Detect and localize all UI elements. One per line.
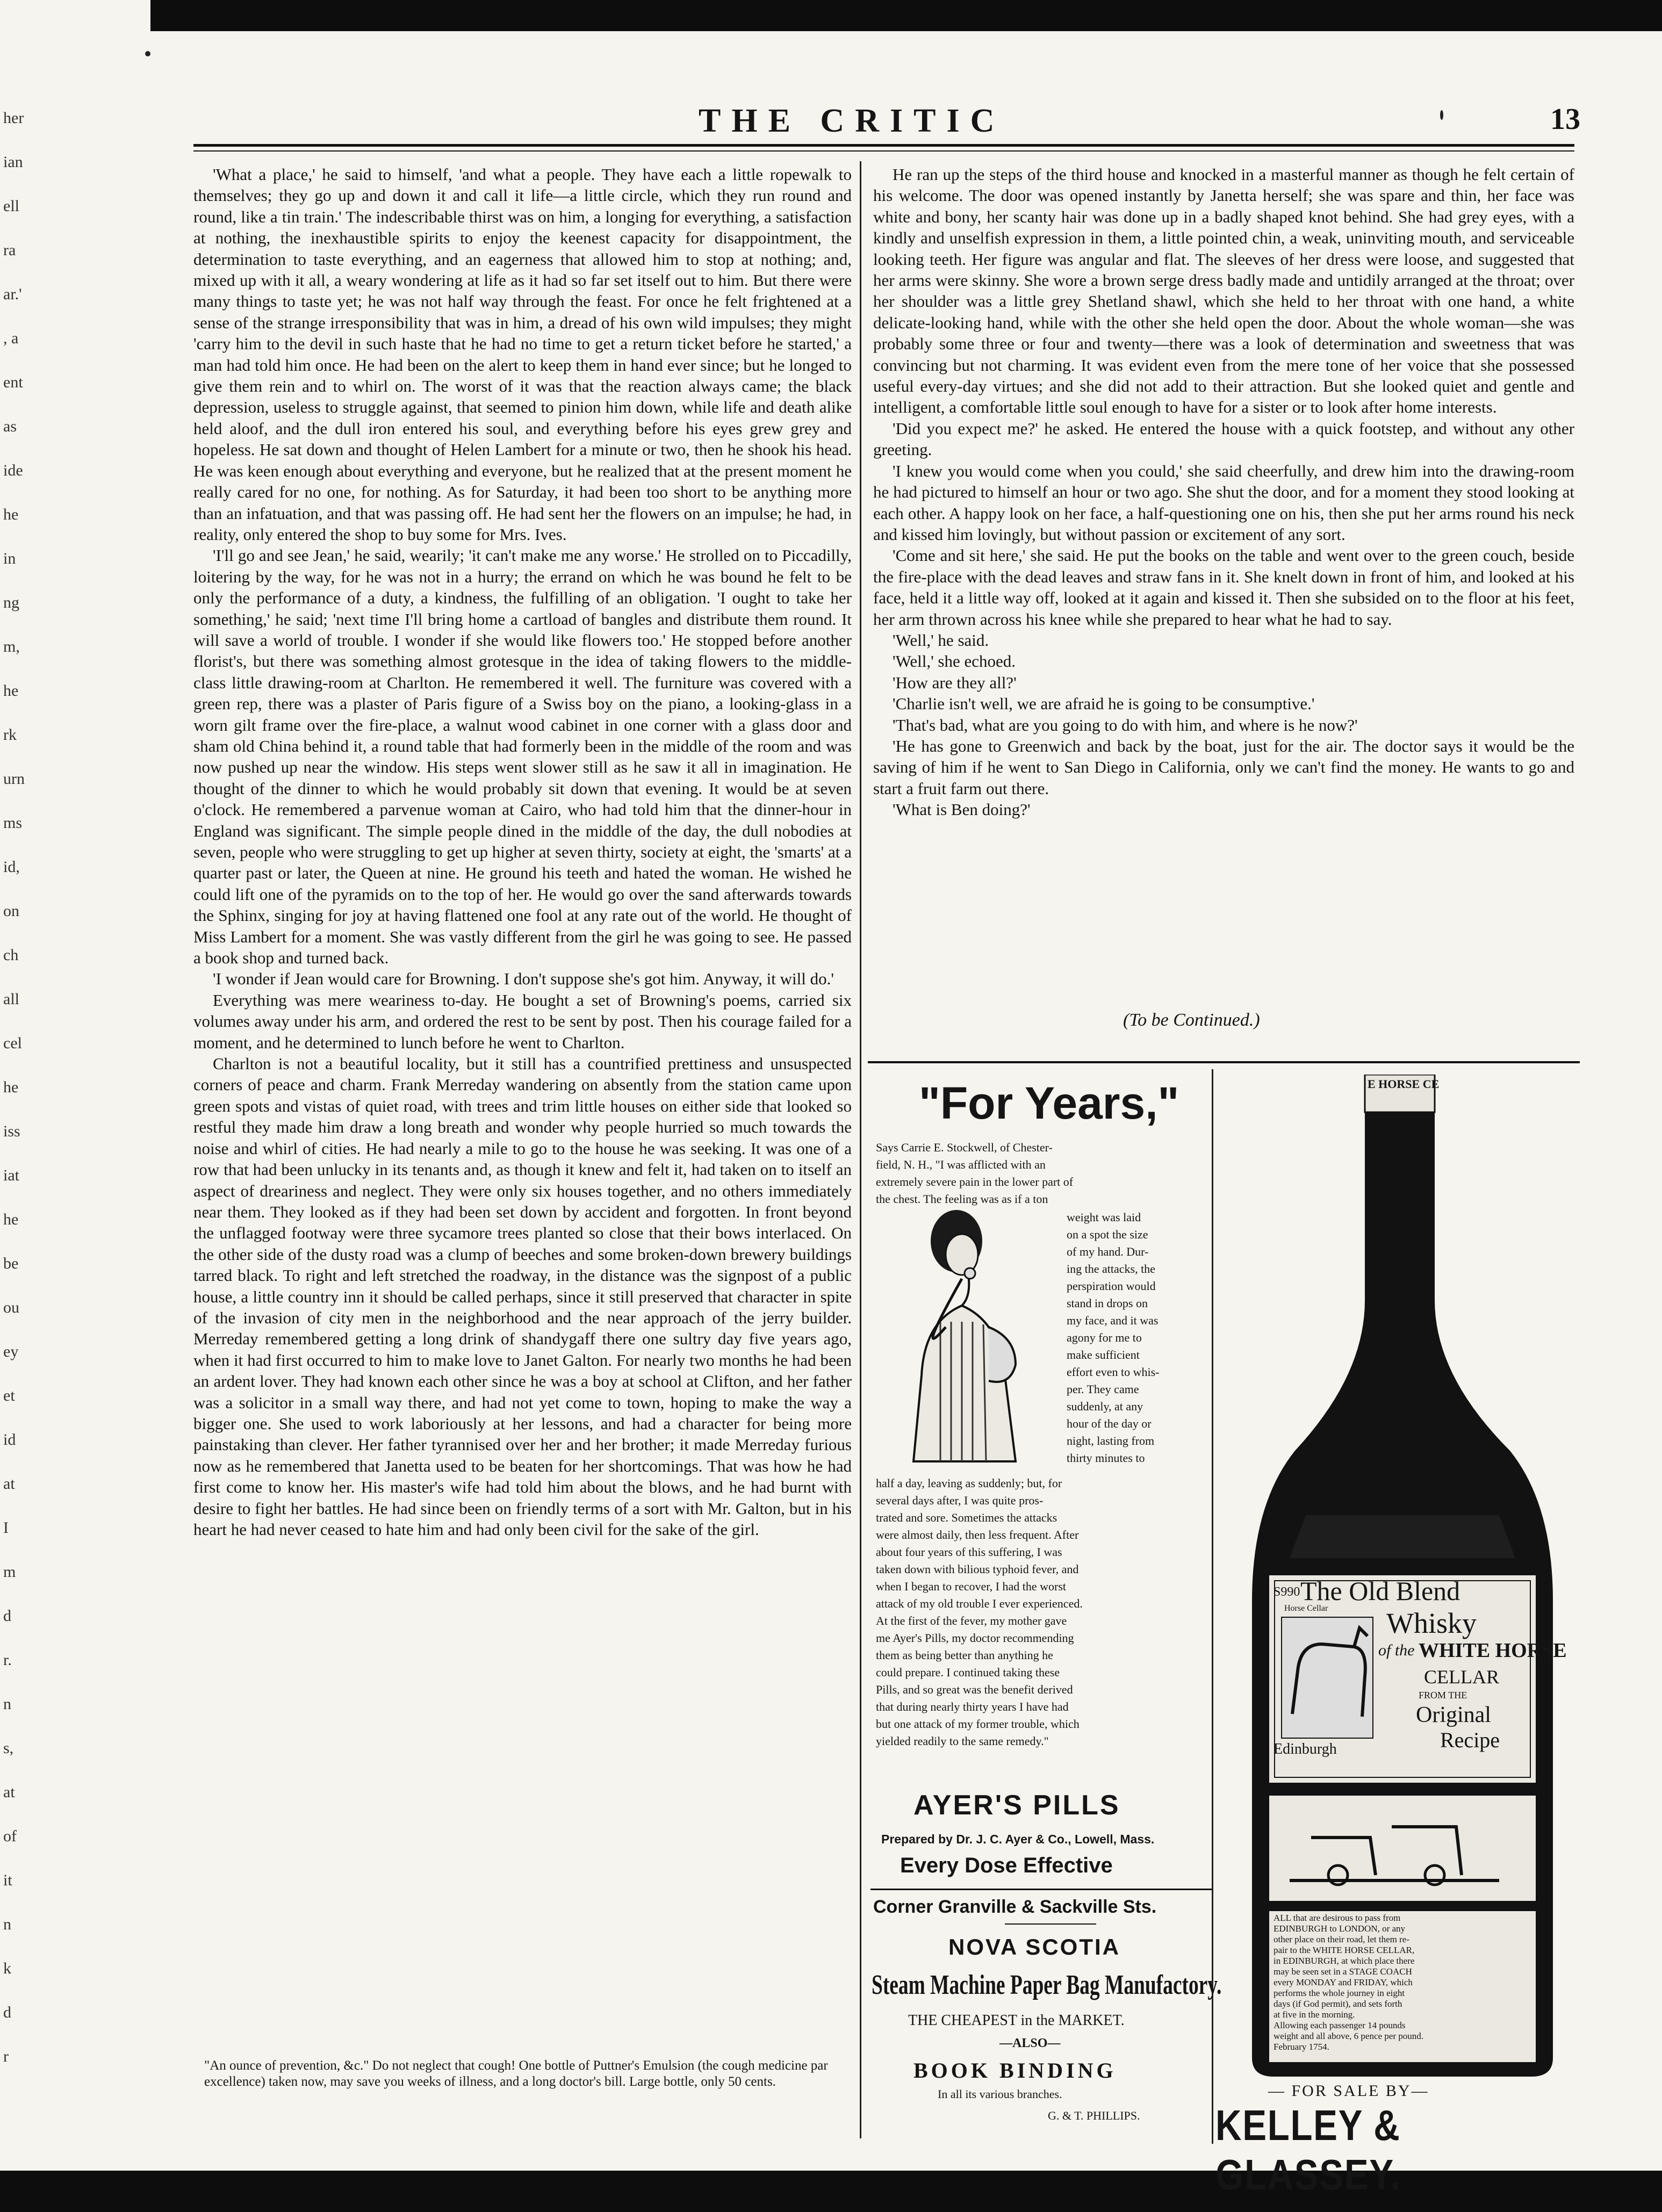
label-line-2: Whisky: [1386, 1607, 1477, 1639]
text-line: effort even to whis-: [1067, 1365, 1160, 1379]
label-horse-cellar: Horse Cellar: [1284, 1604, 1328, 1613]
margin-fragment: id,: [3, 858, 20, 876]
scan-edge-top: [150, 0, 1662, 31]
scan-speck: [1440, 110, 1443, 120]
margin-fragment: rk: [3, 726, 17, 744]
text-line: Allowing each passenger 14 pounds: [1274, 2020, 1406, 2030]
ayer-slogan: Every Dose Effective: [900, 1854, 1113, 1877]
paragraph: 'What a place,' he said to himself, 'and what a people. They have each a little ropewalk to themselves; they go up and down it and call it life—a little circle, which they run round and round, like a tin train.' The indescribable thirst was on him, a longing for everything, a satisfaction at nothing, the inexhaustible spirits to enjoy the keenest capacity for disappointment, the determination to taste everything, and an eagerness that allowed him to stop at nothing; and, mixed up with it all, a weary wondering at life as it had so far set itself out to him. But there were many things to taste yet; he was not half way through the feast. For once he felt frightened at a sense of the strange irresponsibility that was in him, a dread of his own wild impulses; they might 'carry him to the devil in such haste that he had no time to get a return ticket before he started,' a man had told him once. He had been on the alert to keep them in hand ever since; but he longed to give them rein and to whirl on. The worst of it was that the reaction always came; the black depression, useless to struggle against, that seemed to pinion him down, while life and death alike held aloof, and the dull iron entered his soul, and everything before his eyes grew grey and hopeless. He sat down and thought of Helen Lambert for a minute or two, then he shook his head. He was keen enough about everything and everyone, but he realized that at the present moment he really cared for no one, for nothing. As for Saturday, it had been too short to be anything more than an infatuation, and that was passing off. He had sent her the flowers on an impulse; he had, in reality, only entered the shop to buy some for Mrs. Ives.: [193, 165, 852, 544]
seller-name: KELLEY & GLASSEY.: [1215, 2101, 1401, 2199]
label-line-3: of the: [1378, 1641, 1415, 1659]
text-line: field, N. H., "I was afflicted with an: [876, 1158, 1046, 1171]
text-line: Pills, and so great was the benefit derived: [876, 1683, 1073, 1696]
bag-branches: In all its various branches.: [938, 2087, 1062, 2101]
margin-fragment: urn: [3, 770, 25, 788]
bottle-lower-label: [1274, 1913, 1537, 2052]
text-line: thirty minutes to: [1067, 1451, 1145, 1465]
text-line: suddenly, at any: [1067, 1400, 1143, 1413]
label-line-8: Recipe: [1440, 1728, 1500, 1752]
margin-fragment: n: [3, 1915, 11, 1933]
label-line-1: The Old Blend: [1300, 1576, 1460, 1606]
ayer-prepared-by: Prepared by Dr. J. C. Ayer & Co., Lowell, Mass.: [881, 1832, 1155, 1846]
margin-fragment: at: [3, 1475, 15, 1493]
text-line: Says Carrie E. Stockwell, of Chester-: [876, 1141, 1053, 1154]
text-line: extremely severe pain in the lower part of: [876, 1175, 1074, 1188]
paragraph: 'He has gone to Greenwich and back by the boat, just for the air. The doctor says it would be the saving of him if he went to San Diego in California, only we can't find the money. He wants to go and start a fruit farm out there.: [873, 736, 1574, 798]
text-line: about four years of this suffering, I was: [876, 1545, 1062, 1559]
margin-fragment: on: [3, 902, 19, 920]
ayer-testimonial-bottom: [876, 1475, 1204, 1750]
bag-rule: [1005, 1923, 1096, 1925]
margin-fragment: n: [3, 1695, 11, 1713]
bag-binding: BOOK BINDING: [913, 2058, 1117, 2083]
margin-fragment: ell: [3, 197, 19, 215]
text-line: may be seen set in a STAGE COACH: [1274, 1966, 1412, 1977]
label-line-7: Original: [1416, 1703, 1491, 1727]
margin-fragment: ms: [3, 814, 23, 832]
text-line: were almost daily, then less frequent. After: [876, 1528, 1079, 1541]
text-line: ALL that are desirous to pass from: [1274, 1913, 1401, 1923]
text-line: attack of my old trouble I ever experienced.: [876, 1597, 1083, 1610]
text-line: hour of the day or: [1067, 1417, 1152, 1430]
paragraph: 'I'll go and see Jean,' he said, wearily; 'it can't make me any worse.' He strolled on to Piccadilly, loitering by the way, for he was not in a hurry; the errand on which he was bound he felt to be only the performance of a duty, a kindness, the fulfilling of an obligation. 'I ought to take her something,' he said; 'next time I'll bring home a cartload of bangles and distribute them round. It will save a world of trouble. I wonder if she would like flowers too.' He stopped before another florist's, but there was something almost grotesque in the idea of taking flowers to the middle-class little drawing-room at Charlton. He remembered it well. The furniture was covered with a green rep, there was a plaster of Paris figure of a Swiss boy on the piano, a looking-glass in a worn gilt frame over the fire-place, a walnut wood cabinet in one corner with a glass door and sham old China behind it, a round table that had formerly been in the middle of the room and was now pushed up near the window. His steps went slower still as he saw it all in imagination. He thought of the dinner to which he would probably sit down that evening. It would be at seven o'clock. He remembered a parvenue woman at Cairo, who had told him that the dinner-hour in England was significant. The simple people dined in the middle of the day, the dull nobodies at seven, people who were struggling to get up higher at seven thirty, society at eight, the 'smarts' at a quarter past or later, the Queen at nine. He ground his teeth and hated the woman. He wished he could lift one of the pyramids on to the top of her. He would go over the sand afterwards towards the Sphinx, singing for joy at having flattened one fool at any rate out of the world. He thought of Miss Lambert for a moment. She was vastly different from the girl he was going to see. He passed a book shop and turned back.: [193, 546, 852, 968]
text-line: per. They came: [1067, 1382, 1139, 1396]
header-rule-thick: [193, 144, 1574, 147]
margin-fragment: ent: [3, 373, 23, 391]
page-number: 13: [1550, 103, 1580, 136]
bag-address: Corner Granville & Sackville Sts.: [873, 1897, 1157, 1917]
paragraph: 'What is Ben doing?': [893, 800, 1031, 819]
margin-fragment: m: [3, 1563, 16, 1581]
margin-fragment: et: [3, 1387, 15, 1404]
bag-also: —ALSO—: [999, 2036, 1061, 2050]
text-line: half a day, leaving as suddenly; but, for: [876, 1476, 1062, 1490]
bag-tagline: THE CHEAPEST in the MARKET.: [908, 2012, 1125, 2029]
left-column-text: [193, 164, 852, 1540]
scan-speck: [145, 51, 150, 56]
margin-fragment: as: [3, 417, 17, 435]
paragraph: Charlton is not a beautiful locality, but it still has a countrified prettiness and unsuspected corners of peace and charm. Frank Merreday wandering on absently from the station came upon green spots and vistas of quiet road, with trees and trim little houses on either side that looked so restful they made him draw a long breath and wonder why people hurried so much towards the noise and whirl of cities. He had nearly a mile to go to the house he was seeking. It was one of a row that had been unlucky in its tenants and, as though it knew and felt it, had taken on to itself an aspect of dreariness and neglect. They were only six houses together, and no others immediately near them. They looked as if they had been set down by accident and forgotten. In front beyond the unflagged footway were three sycamore trees planted so close that their bows interlaced. On the other side of the dusty road was a clump of beeches and some broken-down brewery buildings tarred black. To right and left stretched the roadway, in the distance was the signpost of a public house, a little country inn it should be called perhaps, since it still preserved that character in spite of the invasion of city men in the neighborhood and the near approach of the jerry builder. Merreday remembered getting a long drink of shandygaff there one sultry day five years ago, when it had first occurred to him to make love to Janet Galton. For nearly two months he had been an ardent lover. They had known each other since he was a boy at school at Clifton, and her father was a solicitor in a small way there, and had not yet come to town, hoping to make the way a bigger one. She used to work laboriously at her lessons, and had a character for being more painstaking than clever. Her father tyrannised over her and her brother; it made Merreday furious now as he remembered that Janetta used to be beaten for her shortcomings. That was how he had first come to know her. His master's wife had told him about the blows, and he had burnt with desire to fight her battles. He had since been on friendly terms of a sort with Mr. Galton, but in his heart he had never ceased to hate him and had only been civil for the sake of the girl.: [193, 1054, 852, 1539]
text-line: but one attack of my former trouble, which: [876, 1717, 1080, 1731]
margin-fragment: at: [3, 1783, 15, 1801]
margin-fragment: I: [3, 1519, 9, 1537]
paragraph: 'Did you expect me?' he asked. He entered the house with a quick footstep, and without any other greeting.: [873, 419, 1574, 459]
text-line: in EDINBURGH, at which place there: [1274, 1956, 1415, 1966]
margin-fragment: be: [3, 1255, 19, 1272]
margin-fragment: it: [3, 1871, 12, 1889]
text-line: the chest. The feeling was as if a ton: [876, 1192, 1048, 1206]
margin-fragment: ng: [3, 594, 19, 611]
text-line: other place on their road, let them re-: [1274, 1934, 1409, 1944]
paragraph: 'That's bad, what are you going to do with him, and where is he now?': [893, 715, 1358, 734]
paragraph: 'Come and sit here,' she said. He put the books on the table and went over to the green couch, beside the fire-place with the dead leaves and straw fans in it. She knelt down in front of him, and looked at his face, held it a little way off, looked at it again and kissed it. Then she subsided on to the floor at his feet, her arm thrown across his knee while she prepared to hear what he had to say.: [873, 546, 1574, 629]
ad-separator: [870, 1889, 1212, 1890]
paragraph: Everything was mere weariness to-day. He bought a set of Browning's poems, carried six volumes away under his arm, and ordered the rest to be sent by post. Then his courage failed for a moment, and he determined to lunch before he went to Charlton.: [193, 990, 852, 1052]
paragraph: He ran up the steps of the third house and knocked in a masterful manner as though he felt certain of his welcome. The door was opened instantly by Janetta herself; she was spare and thin, her face was white and bony, her scanty hair was done up in a badly shaped knot behind. She had grey eyes, with a kindly and unselfish expression in them, a little pointed chin, a weak, uninviting mouth, and serviceable looking teeth. Her figure was angular and flat. The sleeves of her dress were loose, and suggested that her arms were skinny. She wore a brown serge dress badly made and untidily arranged at the throat; over her shoulder was a little grey Shetland shawl, which she held to her throat with one hand, a white delicate-looking hand, while with the other she held open the door. About the whole woman—she was probably some three or four and twenty—there was a look of determination and sweetness that was convincing but not charming. It was evident even from the mere tone of her voice that she possessed useful every-day virtues; and she did not add to their attraction. But she looked quiet and gentle and intelligent, a comfortable little soul enough to have for a sister or to look after home interests.: [873, 165, 1574, 417]
text-line: at five in the morning.: [1274, 2009, 1355, 2020]
text-line: pair to the WHITE HORSE CELLAR,: [1274, 1945, 1415, 1955]
text-line: February 1754.: [1274, 2042, 1329, 2052]
right-column-text: [873, 164, 1574, 820]
margin-fragment: in: [3, 550, 16, 567]
ayer-testimonial-top: [876, 1139, 1204, 1208]
margin-fragment: k: [3, 1959, 11, 1977]
to-be-continued: (To be Continued.): [1123, 1010, 1260, 1030]
margin-fragment: r: [3, 2048, 9, 2065]
margin-fragment: her: [3, 109, 24, 127]
bag-owner: G. & T. PHILLIPS.: [1048, 2109, 1140, 2122]
margin-fragment: all: [3, 990, 19, 1008]
margin-fragment: d: [3, 2004, 11, 2021]
text-line: make sufficient: [1067, 1348, 1140, 1361]
text-line: my face, and it was: [1067, 1314, 1159, 1327]
woman-illustration: [881, 1204, 1064, 1467]
bag-region: NOVA SCOTIA: [948, 1934, 1121, 1959]
text-line: on a spot the size: [1067, 1228, 1148, 1241]
footnote: "An ounce of prevention, &c." Do not neglect that cough! One bottle of Puttner's Emulsion (the cough medicine par excellence) taken now, may save you weeks of illness, and a long doctor's bill. Large bottle, only 50 cents.: [204, 2058, 828, 2089]
text-line: when I began to recover, I had the worst: [876, 1580, 1067, 1593]
margin-fragment: ian: [3, 153, 23, 171]
paragraph: 'I knew you would come when you could,' she said cheerfully, and drew him into the drawing-room he had pictured to himself an hour or two ago. She shut the door, and for a moment they stood looking at each other. A happy look on her face, a half-questioning one on his, then she put her arms round his neck and kissed him lovingly, but without passion or excitement of any sort.: [873, 461, 1574, 544]
margin-fragment: he: [3, 682, 19, 700]
margin-fragment: of: [3, 1827, 17, 1845]
ayer-testimonial-right: [1067, 1209, 1204, 1467]
margin-fragment: ar.': [3, 285, 22, 303]
for-sale-by: — FOR SALE BY—: [1268, 2082, 1429, 2100]
margin-fragment: s,: [3, 1739, 14, 1757]
text-line: At the first of the fever, my mother gave: [876, 1614, 1067, 1627]
column-divider: [860, 161, 861, 2138]
label-line-5: CELLAR: [1424, 1666, 1499, 1688]
text-line: night, lasting from: [1067, 1434, 1155, 1447]
text-line: them as being better than anything he: [876, 1648, 1053, 1662]
paragraph: 'How are they all?': [893, 673, 1017, 692]
margin-fragment: m,: [3, 638, 20, 655]
text-line: yielded readily to the same remedy.": [876, 1734, 1049, 1748]
text-line: stand in drops on: [1067, 1296, 1148, 1310]
bottle-cap-label: E HORSE CE: [1368, 1077, 1440, 1091]
text-line: days (if God permit), and sets forth: [1274, 1999, 1402, 2009]
text-line: trated and sore. Sometimes the attacks: [876, 1511, 1057, 1524]
text-line: ing the attacks, the: [1067, 1262, 1155, 1276]
bag-business: Steam Machine Paper Bag Manufactory.: [872, 1970, 1222, 2000]
margin-fragment: r.: [3, 1651, 12, 1669]
margin-fragment: he: [3, 1078, 19, 1096]
text-line: agony for me to: [1067, 1331, 1142, 1344]
text-line: of my hand. Dur-: [1067, 1245, 1149, 1258]
text-line: several days after, I was quite pros-: [876, 1494, 1044, 1507]
text-line: that during nearly thirty years I have had: [876, 1700, 1069, 1713]
label-number: S990: [1274, 1585, 1300, 1599]
margin-fragment: he: [3, 1211, 19, 1228]
margin-fragment: iat: [3, 1166, 19, 1184]
margin-fragment: d: [3, 1607, 11, 1625]
label-line-4: WHITE HORSE: [1419, 1639, 1567, 1662]
text-line: EDINBURGH to LONDON, or any: [1274, 1923, 1406, 1934]
paragraph: 'Well,' he said.: [893, 630, 989, 650]
paragraph: 'Well,' she echoed.: [893, 652, 1016, 671]
margin-fragment: ch: [3, 946, 19, 964]
text-line: perspiration would: [1067, 1279, 1156, 1293]
margin-fragment: id: [3, 1431, 16, 1449]
paragraph: 'Charlie isn't well, we are afraid he is going to be consumptive.': [893, 694, 1315, 714]
paragraph: 'I wonder if Jean would care for Browning. I don't suppose she's got him. Anyway, it will do.': [213, 969, 834, 989]
text-line: weight was laid: [1067, 1211, 1141, 1224]
label-town: Edinburgh: [1274, 1741, 1337, 1757]
ayer-brand: AYER'S PILLS: [913, 1790, 1120, 1821]
text-line: every MONDAY and FRIDAY, which: [1274, 1977, 1413, 1987]
text-line: could prepare. I continued taking these: [876, 1666, 1060, 1679]
margin-fragment: iss: [3, 1122, 20, 1140]
margin-fragment: ra: [3, 241, 16, 259]
text-line: taken down with bilious typhoid fever, and: [876, 1562, 1079, 1576]
page-title: THE CRITIC: [699, 103, 1005, 139]
margin-fragment: ide: [3, 462, 23, 479]
header-rule-thin: [193, 150, 1574, 152]
text-line: performs the whole journey in eight: [1274, 1988, 1405, 1998]
label-line-6: FROM THE: [1419, 1690, 1467, 1701]
margin-fragment: ou: [3, 1299, 19, 1316]
margin-fragment: cel: [3, 1034, 22, 1052]
ayer-headline: "For Years,": [919, 1078, 1179, 1128]
margin-fragment: he: [3, 506, 19, 523]
margin-fragment: , a: [3, 329, 19, 347]
text-line: me Ayer's Pills, my doctor recommending: [876, 1631, 1074, 1645]
left-margin-fragments: [0, 107, 59, 2149]
text-line: weight and all above, 6 pence per pound.: [1274, 2031, 1423, 2041]
margin-fragment: ey: [3, 1343, 19, 1360]
